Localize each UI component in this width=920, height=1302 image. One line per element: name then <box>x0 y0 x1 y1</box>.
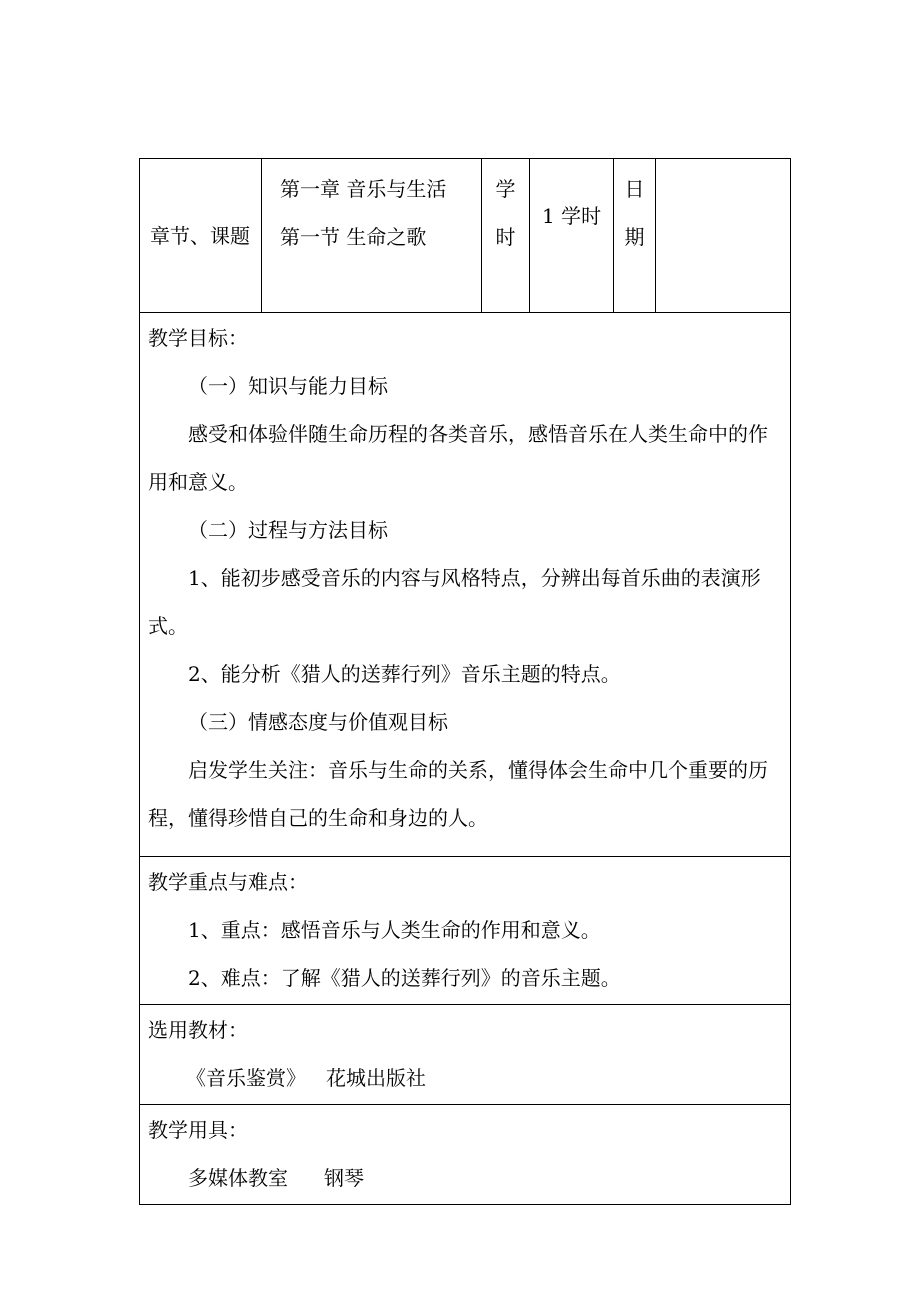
chapter-label-cell <box>140 159 262 313</box>
tool-item-2: 钢琴 <box>324 1166 364 1190</box>
chapter-title-cell <box>262 159 482 313</box>
date-label-char-2: 期 <box>624 225 645 249</box>
chapter-name: 第一章 音乐与生活 <box>280 177 447 201</box>
objective-group-2-item-2: 2、能分析《猎人的送葬行列》音乐主题的特点。 <box>188 662 621 686</box>
section-name: 第一节 生命之歌 <box>280 225 427 249</box>
tools-heading: 教学用具： <box>148 1118 248 1142</box>
objective-group-3-title: （三）情感态度与价值观目标 <box>188 710 448 734</box>
hours-value-cell <box>530 159 614 313</box>
tools-line <box>148 1166 782 1190</box>
key-points-heading: 教学重点与难点： <box>148 870 308 894</box>
key-point-item-2: 2、难点：了解《猎人的送葬行列》的音乐主题。 <box>188 966 621 990</box>
hours-value: 1 学时 <box>542 204 602 228</box>
date-label-cell <box>614 159 656 313</box>
textbook-line <box>148 1066 782 1090</box>
objective-group-2-item-1: 1、能初步感受音乐的内容与风格特点，分辨出每首乐曲的表演形式。 <box>148 566 761 638</box>
key-points-row <box>140 857 791 1005</box>
objective-group-3-text: 启发学生关注：音乐与生命的关系，懂得体会生命中几个重要的历程，懂得珍惜自己的生命和身边的人。 <box>148 758 768 830</box>
textbook-cell <box>140 1005 791 1105</box>
hours-label-char-2: 时 <box>495 225 516 249</box>
objective-group-2-title: （二）过程与方法目标 <box>188 518 388 542</box>
objectives-heading: 教学目标： <box>148 326 248 350</box>
objectives-row <box>140 313 791 857</box>
textbook-title: 《音乐鉴赏》 <box>186 1066 306 1090</box>
hours-label-cell <box>482 159 530 313</box>
textbook-row <box>140 1005 791 1105</box>
header-row <box>140 159 791 313</box>
objective-group-1-text: 感受和体验伴随生命历程的各类音乐，感悟音乐在人类生命中的作用和意义。 <box>148 422 768 494</box>
textbook-heading: 选用教材： <box>148 1018 248 1042</box>
objective-group-1-title: （一）知识与能力目标 <box>188 374 388 398</box>
date-label-char-1: 日 <box>624 177 645 201</box>
chapter-label: 章节、课题 <box>150 223 250 248</box>
textbook-publisher: 花城出版社 <box>326 1066 426 1090</box>
lesson-plan-table <box>139 158 791 1205</box>
tool-item-1: 多媒体教室 <box>188 1166 288 1190</box>
tools-cell <box>140 1105 791 1205</box>
key-point-item-1: 1、重点：感悟音乐与人类生命的作用和意义。 <box>188 918 601 942</box>
hours-label-char-1: 学 <box>495 177 516 201</box>
tools-row <box>140 1105 791 1205</box>
key-points-cell <box>140 857 791 1005</box>
date-value-cell <box>656 159 791 313</box>
objectives-cell <box>140 313 791 857</box>
